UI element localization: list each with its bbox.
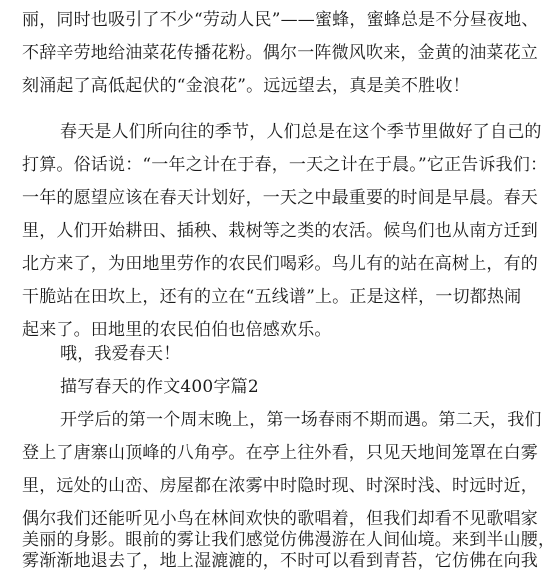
paragraph-2-line-5: 北方来了，为田地里劳作的农民们喝彩。鸟儿有的站在高树上，有的 [22, 254, 538, 274]
paragraph-2-line-3: 一年的愿望应该在春天计划好，一天之中最重要的时间是早晨。春天 [22, 188, 538, 208]
paragraph-1-line-1: 丽，同时也吸引了不少“劳动人民”——蜜蜂，蜜蜂总是不分昼夜地、 [22, 10, 539, 30]
paragraph-3: 哦，我爱春天！ [60, 344, 181, 364]
paragraph-2-line-1: 春天是人们所向往的季节，人们总是在这个季节里做好了自己的 [60, 122, 542, 142]
paragraph-4-line-5: 美丽的身影。眼前的雾让我们感觉仿佛漫游在人间仙境。来到半山腰， [22, 530, 555, 550]
paragraph-4-line-2: 登上了唐寨山顶峰的八角亭。在亭上往外看，只见天地间笼罩在白雾 [22, 443, 538, 463]
paragraph-4-line-4: 偶尔我们还能听见小鸟在林间欢快的歌唱着，但我们却看不见歌唱家 [22, 509, 538, 529]
paragraph-2-line-2: 打算。俗话说：“一年之计在于春，一天之计在于晨。”它正告诉我们： [22, 155, 548, 175]
paragraph-1-line-3: 刻涌起了高低起伏的“金浪花”。远远望去，真是美不胜收！ [22, 76, 470, 96]
paragraph-2-line-7: 起来了。田地里的农民伯伯也倍感欢乐。 [22, 320, 332, 340]
paragraph-4-line-6: 雾渐渐地退去了，地上湿漉漉的，不时可以看到青苔，它仿佛在向我 [22, 551, 538, 571]
section-heading: 描写春天的作文400字篇2 [60, 377, 259, 397]
paragraph-4-line-3: 里，远处的山峦、房屋都在浓雾中时隐时现、时深时浅、时远时近， [22, 476, 538, 496]
paragraph-2-line-4: 里，人们开始耕田、插秧、栽树等之类的农活。候鸟们也从南方迁到 [22, 221, 538, 241]
paragraph-4-line-1: 开学后的第一个周末晚上，第一场春雨不期而遇。第二天，我们 [60, 410, 542, 430]
paragraph-2-line-6: 干脆站在田坎上，还有的立在“五线谱”上。正是这样，一切都热闹 [22, 287, 522, 307]
paragraph-1-line-2: 不辞辛劳地给油菜花传播花粉。偶尔一阵微风吹来，金黄的油菜花立 [22, 43, 538, 63]
